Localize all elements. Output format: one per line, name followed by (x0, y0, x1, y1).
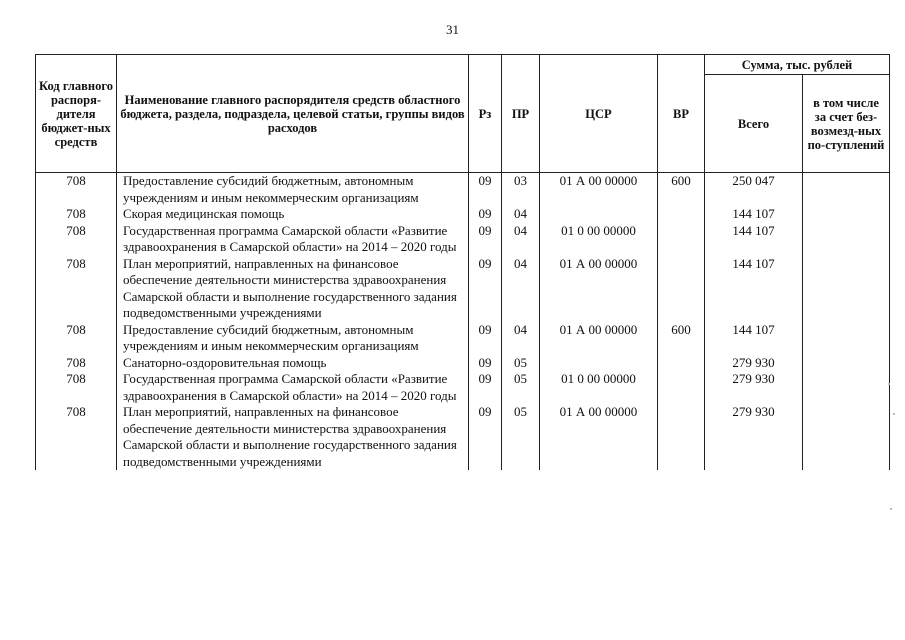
cell-csr: 01 А 00 00000 (540, 322, 658, 355)
cell-total: 144 107 (705, 256, 803, 322)
cell-pr: 04 (502, 322, 540, 355)
cell-code: 708 (36, 322, 117, 355)
cell-total: 144 107 (705, 206, 803, 223)
cell-vr (658, 404, 705, 470)
cell-vr (658, 256, 705, 322)
cell-name: Санаторно-оздоровительная помощь (117, 355, 469, 372)
cell-rz: 09 (469, 173, 502, 207)
cell-pr: 03 (502, 173, 540, 207)
table-header (36, 55, 890, 173)
table-row (36, 322, 890, 355)
cell-rz: 09 (469, 404, 502, 470)
cell-code: 708 (36, 355, 117, 372)
cell-vr (658, 223, 705, 256)
cell-csr: 01 А 00 00000 (540, 173, 658, 207)
cell-name: Предоставление субсидий бюджетным, автономным учреждениям и иным некоммерческим организациям (117, 173, 469, 207)
cell-gratuitous (803, 371, 890, 404)
cell-pr: 04 (502, 256, 540, 322)
header-gratuitous: в том числе за счет без-возмезд-ных по-ступлений (803, 75, 890, 173)
cell-name: План мероприятий, направленных на финансовое обеспечение деятельности министерства здравоохранения Самарской области и выполнение государственного задания подведомственными учреждениями (117, 256, 469, 322)
cell-csr: 01 0 00 00000 (540, 371, 658, 404)
cell-vr (658, 355, 705, 372)
cell-name: Предоставление субсидий бюджетным, автономным учреждениям и иным некоммерческим организациям (117, 322, 469, 355)
cell-code: 708 (36, 223, 117, 256)
header-csr: ЦСР (540, 55, 658, 173)
cell-pr: 04 (502, 206, 540, 223)
cell-code: 708 (36, 206, 117, 223)
cell-code: 708 (36, 371, 117, 404)
cell-gratuitous (803, 256, 890, 322)
cell-name: Государственная программа Самарской области «Развитие здравоохранения в Самарской области» на 2014 – 2020 годы (117, 371, 469, 404)
cell-total: 144 107 (705, 223, 803, 256)
cell-name: Государственная программа Самарской области «Развитие здравоохранения в Самарской области» на 2014 – 2020 годы (117, 223, 469, 256)
cell-total: 279 930 (705, 404, 803, 470)
cell-gratuitous (803, 322, 890, 355)
cell-csr: 01 А 00 00000 (540, 256, 658, 322)
cell-code: 708 (36, 256, 117, 322)
cell-total: 279 930 (705, 355, 803, 372)
header-sum-group: Сумма, тыс. рублей (705, 55, 890, 75)
table-row (36, 173, 890, 207)
cell-vr: 600 (658, 322, 705, 355)
cell-code: 708 (36, 173, 117, 207)
table-row (36, 223, 890, 256)
cell-name: Скорая медицинская помощь (117, 206, 469, 223)
table-row (36, 256, 890, 322)
cell-total: 279 930 (705, 371, 803, 404)
header-total: Всего (705, 75, 803, 173)
table-body (36, 173, 890, 471)
cell-rz: 09 (469, 223, 502, 256)
cell-pr: 04 (502, 223, 540, 256)
scan-speck (893, 413, 895, 415)
header-pr: ПР (502, 55, 540, 173)
cell-gratuitous (803, 206, 890, 223)
cell-rz: 09 (469, 206, 502, 223)
table-row (36, 404, 890, 470)
cell-vr (658, 371, 705, 404)
cell-csr (540, 355, 658, 372)
cell-gratuitous (803, 223, 890, 256)
table-row (36, 355, 890, 372)
cell-rz: 09 (469, 355, 502, 372)
header-vr: ВР (658, 55, 705, 173)
cell-rz: 09 (469, 322, 502, 355)
cell-gratuitous (803, 173, 890, 207)
cell-csr: 01 А 00 00000 (540, 404, 658, 470)
cell-total: 250 047 (705, 173, 803, 207)
budget-table (35, 54, 890, 470)
header-code: Код главного распоря-дителя бюджет-ных средств (36, 55, 117, 173)
page-number: 31 (446, 22, 459, 37)
cell-vr (658, 206, 705, 223)
cell-csr: 01 0 00 00000 (540, 223, 658, 256)
header-rz: Рз (469, 55, 502, 173)
cell-vr: 600 (658, 173, 705, 207)
cell-csr (540, 206, 658, 223)
header-name: Наименование главного распорядителя средств областного бюджета, раздела, подраздела, целевой статьи, группы видов расходов (117, 55, 469, 173)
cell-rz: 09 (469, 371, 502, 404)
table-row (36, 206, 890, 223)
cell-name: План мероприятий, направленных на финансовое обеспечение деятельности министерства здравоохранения Самарской области и выполнение государственного задания подведомственными учреждениями (117, 404, 469, 470)
cell-code: 708 (36, 404, 117, 470)
cell-pr: 05 (502, 355, 540, 372)
cell-pr: 05 (502, 371, 540, 404)
cell-total: 144 107 (705, 322, 803, 355)
scan-speck (888, 383, 890, 385)
cell-rz: 09 (469, 256, 502, 322)
cell-gratuitous (803, 404, 890, 470)
cell-gratuitous (803, 355, 890, 372)
cell-pr: 05 (502, 404, 540, 470)
scan-speck (890, 508, 892, 510)
table-row (36, 371, 890, 404)
